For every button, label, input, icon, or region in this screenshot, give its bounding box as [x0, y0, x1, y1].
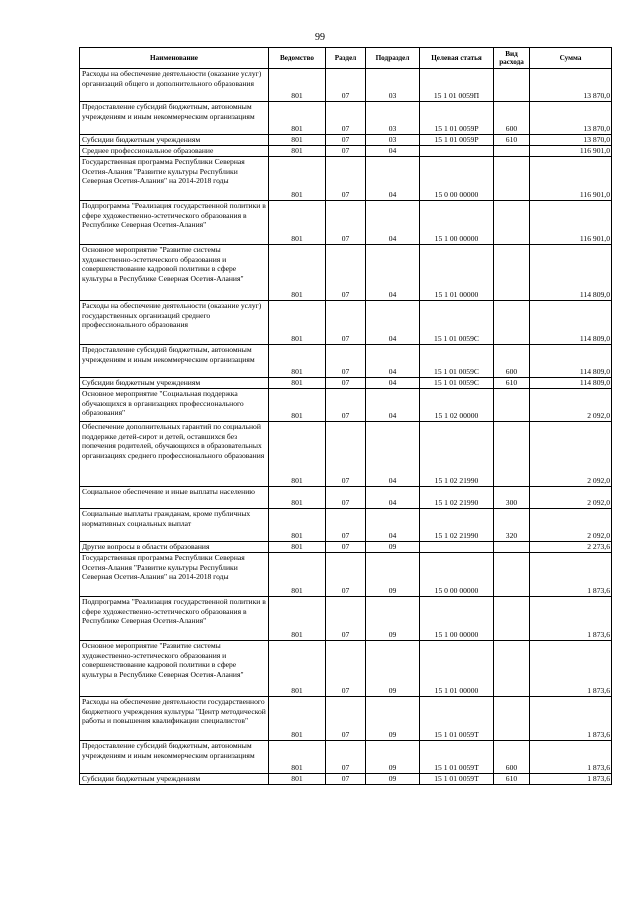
- row-subsection-cell: 09: [366, 641, 420, 697]
- row-section-cell: 07: [326, 509, 366, 542]
- page-number: 99: [315, 32, 325, 43]
- row-name-cell: Расходы на обеспечение деятельности (оказание услуг) организаций общего и дополнительного образования: [80, 69, 269, 102]
- row-section-cell: 07: [326, 157, 366, 201]
- row-target-article-cell: 15 1 01 0059Р: [420, 102, 494, 135]
- row-department-cell: 801: [269, 597, 326, 641]
- row-amount-cell: 114 809,0: [530, 245, 612, 301]
- table-row: [80, 345, 612, 378]
- row-subsection-cell: 09: [366, 774, 420, 785]
- row-expense-type-cell: [494, 542, 530, 553]
- row-name-cell: Субсидии бюджетным учреждениям: [80, 135, 269, 146]
- row-section-cell: 07: [326, 102, 366, 135]
- table-row: [80, 102, 612, 135]
- row-target-article-cell: 15 1 01 0059Т: [420, 697, 494, 741]
- row-subsection-cell: 04: [366, 345, 420, 378]
- row-expense-type-cell: 610: [494, 774, 530, 785]
- row-target-article-cell: 15 1 02 00000: [420, 389, 494, 422]
- row-subsection-cell: 03: [366, 69, 420, 102]
- row-amount-cell: 13 870,0: [530, 102, 612, 135]
- header-section: Раздел: [326, 48, 366, 69]
- row-expense-type-cell: [494, 245, 530, 301]
- row-target-article-cell: 15 1 01 0059Т: [420, 741, 494, 774]
- row-section-cell: 07: [326, 389, 366, 422]
- row-subsection-cell: 03: [366, 135, 420, 146]
- row-target-article-cell: 15 1 02 21990: [420, 487, 494, 509]
- row-subsection-cell: 04: [366, 487, 420, 509]
- row-name-cell: Расходы на обеспечение деятельности (оказание услуг) государственных организаций среднего профессионального образования: [80, 301, 269, 345]
- row-section-cell: 07: [326, 774, 366, 785]
- row-amount-cell: 2 092,0: [530, 389, 612, 422]
- row-amount-cell: 1 873,6: [530, 697, 612, 741]
- row-expense-type-cell: [494, 201, 530, 245]
- row-subsection-cell: 04: [366, 157, 420, 201]
- row-section-cell: 07: [326, 301, 366, 345]
- row-name-cell: Основное мероприятие "Развитие системы художественно-эстетического образования и совершенствование кадровой политики в сфере культуры в Республике Северная Осетия-Алания": [80, 641, 269, 697]
- row-expense-type-cell: [494, 389, 530, 422]
- row-section-cell: 07: [326, 697, 366, 741]
- row-target-article-cell: 15 0 00 00000: [420, 157, 494, 201]
- row-target-article-cell: 15 1 02 21990: [420, 422, 494, 487]
- table-row: [80, 146, 612, 157]
- table-row: [80, 741, 612, 774]
- table-row: [80, 201, 612, 245]
- header-subsection: Подраздел: [366, 48, 420, 69]
- row-subsection-cell: 04: [366, 509, 420, 542]
- row-name-cell: Предоставление субсидий бюджетным, автономным учреждениям и иным некоммерческим организациям: [80, 741, 269, 774]
- row-department-cell: 801: [269, 542, 326, 553]
- table-row: [80, 641, 612, 697]
- row-target-article-cell: 15 0 00 00000: [420, 553, 494, 597]
- row-amount-cell: 116 901,0: [530, 201, 612, 245]
- row-target-article-cell: [420, 146, 494, 157]
- row-department-cell: 801: [269, 641, 326, 697]
- row-expense-type-cell: [494, 422, 530, 487]
- row-name-cell: Другие вопросы в области образования: [80, 542, 269, 553]
- row-department-cell: 801: [269, 509, 326, 542]
- row-amount-cell: 1 873,6: [530, 774, 612, 785]
- row-name-cell: Основное мероприятие "Социальная поддержка обучающихся в организациях профессионального образования": [80, 389, 269, 422]
- row-expense-type-cell: 600: [494, 741, 530, 774]
- header-department: Ведомство: [269, 48, 326, 69]
- row-department-cell: 801: [269, 741, 326, 774]
- row-section-cell: 07: [326, 641, 366, 697]
- row-expense-type-cell: [494, 597, 530, 641]
- table-row: [80, 487, 612, 509]
- row-department-cell: 801: [269, 774, 326, 785]
- row-name-cell: Расходы на обеспечение деятельности государственного бюджетного учреждения культуры "Центр методической работы и повышения квалификации специалистов": [80, 697, 269, 741]
- row-expense-type-cell: [494, 301, 530, 345]
- row-amount-cell: 114 809,0: [530, 301, 612, 345]
- table-row: [80, 245, 612, 301]
- row-department-cell: 801: [269, 487, 326, 509]
- row-name-cell: Подпрограмма "Реализация государственной политики в сфере художественно-эстетического образования в Республике Северная Осетия-Алания": [80, 597, 269, 641]
- row-department-cell: 801: [269, 378, 326, 389]
- table-row: [80, 301, 612, 345]
- row-name-cell: Социальное обеспечение и иные выплаты населению: [80, 487, 269, 509]
- row-name-cell: Обеспечение дополнительных гарантий по социальной поддержке детей-сирот и детей, оставшихся без попечения родителей, обучающихся в образовательных организациях среднего профессионального образования: [80, 422, 269, 487]
- row-amount-cell: 2 092,0: [530, 509, 612, 542]
- row-expense-type-cell: [494, 697, 530, 741]
- row-section-cell: 07: [326, 201, 366, 245]
- row-target-article-cell: 15 1 01 00000: [420, 641, 494, 697]
- table-row: [80, 697, 612, 741]
- row-department-cell: 801: [269, 146, 326, 157]
- row-target-article-cell: 15 1 01 0059Р: [420, 135, 494, 146]
- table-row: [80, 553, 612, 597]
- row-department-cell: 801: [269, 345, 326, 378]
- budget-table: [79, 47, 612, 785]
- row-department-cell: 801: [269, 301, 326, 345]
- row-department-cell: 801: [269, 697, 326, 741]
- row-name-cell: Социальные выплаты гражданам, кроме публичных нормативных социальных выплат: [80, 509, 269, 542]
- row-department-cell: 801: [269, 245, 326, 301]
- row-subsection-cell: 04: [366, 378, 420, 389]
- row-subsection-cell: 09: [366, 542, 420, 553]
- row-section-cell: 07: [326, 245, 366, 301]
- row-target-article-cell: 15 1 02 21990: [420, 509, 494, 542]
- row-expense-type-cell: 600: [494, 102, 530, 135]
- table-row: [80, 597, 612, 641]
- row-name-cell: Основное мероприятие "Развитие системы художественно-эстетического образования и совершенствование кадровой политики в сфере культуры в Республике Северная Осетия-Алания": [80, 245, 269, 301]
- row-department-cell: 801: [269, 553, 326, 597]
- row-amount-cell: 1 873,6: [530, 641, 612, 697]
- row-department-cell: 801: [269, 157, 326, 201]
- row-amount-cell: 114 809,0: [530, 345, 612, 378]
- table-row: [80, 422, 612, 487]
- table-row: [80, 378, 612, 389]
- row-section-cell: 07: [326, 741, 366, 774]
- row-name-cell: Предоставление субсидий бюджетным, автономным учреждениям и иным некоммерческим организациям: [80, 345, 269, 378]
- row-section-cell: 07: [326, 345, 366, 378]
- row-target-article-cell: 15 1 01 0059П: [420, 69, 494, 102]
- row-name-cell: Предоставление субсидий бюджетным, автономным учреждениям и иным некоммерческим организациям: [80, 102, 269, 135]
- row-department-cell: 801: [269, 389, 326, 422]
- row-target-article-cell: 15 1 01 0059С: [420, 345, 494, 378]
- header-expense-type: Вид расхода: [494, 48, 530, 69]
- row-amount-cell: 1 873,6: [530, 553, 612, 597]
- row-amount-cell: 116 901,0: [530, 146, 612, 157]
- row-expense-type-cell: [494, 553, 530, 597]
- row-subsection-cell: 09: [366, 741, 420, 774]
- row-amount-cell: 13 870,0: [530, 69, 612, 102]
- row-section-cell: 07: [326, 378, 366, 389]
- row-target-article-cell: 15 1 01 0059С: [420, 378, 494, 389]
- row-target-article-cell: 15 1 01 00000: [420, 245, 494, 301]
- table-header: [80, 48, 612, 69]
- header-target-article: Целевая статья: [420, 48, 494, 69]
- row-section-cell: 07: [326, 422, 366, 487]
- row-name-cell: Субсидии бюджетным учреждениям: [80, 774, 269, 785]
- row-expense-type-cell: 610: [494, 378, 530, 389]
- row-expense-type-cell: 300: [494, 487, 530, 509]
- row-name-cell: Государственная программа Республики Северная Осетия-Алания "Развитие культуры Республики Северная Осетия-Алания" на 2014-2018 годы: [80, 157, 269, 201]
- row-expense-type-cell: [494, 69, 530, 102]
- row-amount-cell: 13 870,0: [530, 135, 612, 146]
- row-amount-cell: 2 092,0: [530, 487, 612, 509]
- row-amount-cell: 2 092,0: [530, 422, 612, 487]
- row-expense-type-cell: [494, 146, 530, 157]
- row-target-article-cell: 15 1 00 00000: [420, 201, 494, 245]
- row-section-cell: 07: [326, 597, 366, 641]
- row-subsection-cell: 04: [366, 245, 420, 301]
- row-subsection-cell: 04: [366, 389, 420, 422]
- row-target-article-cell: [420, 542, 494, 553]
- table-row: [80, 135, 612, 146]
- row-section-cell: 07: [326, 542, 366, 553]
- row-subsection-cell: 04: [366, 201, 420, 245]
- row-subsection-cell: 09: [366, 597, 420, 641]
- row-expense-type-cell: [494, 157, 530, 201]
- table-body: [80, 69, 612, 785]
- row-section-cell: 07: [326, 69, 366, 102]
- row-department-cell: 801: [269, 102, 326, 135]
- row-target-article-cell: 15 1 01 0059Т: [420, 774, 494, 785]
- row-expense-type-cell: 610: [494, 135, 530, 146]
- header-row: [80, 48, 612, 69]
- row-expense-type-cell: 600: [494, 345, 530, 378]
- row-subsection-cell: 03: [366, 102, 420, 135]
- row-name-cell: Государственная программа Республики Северная Осетия-Алания "Развитие культуры Республики Северная Осетия-Алания" на 2014-2018 годы: [80, 553, 269, 597]
- row-department-cell: 801: [269, 135, 326, 146]
- header-amount: Сумма: [530, 48, 612, 69]
- row-section-cell: 07: [326, 553, 366, 597]
- row-department-cell: 801: [269, 201, 326, 245]
- table-row: [80, 389, 612, 422]
- row-amount-cell: 1 873,6: [530, 597, 612, 641]
- row-subsection-cell: 04: [366, 422, 420, 487]
- row-amount-cell: 116 901,0: [530, 157, 612, 201]
- row-subsection-cell: 04: [366, 301, 420, 345]
- row-department-cell: 801: [269, 69, 326, 102]
- row-name-cell: Среднее профессиональное образование: [80, 146, 269, 157]
- row-amount-cell: 2 273,6: [530, 542, 612, 553]
- table-row: [80, 69, 612, 102]
- row-subsection-cell: 04: [366, 146, 420, 157]
- row-subsection-cell: 09: [366, 697, 420, 741]
- row-section-cell: 07: [326, 135, 366, 146]
- table-row: [80, 157, 612, 201]
- table-row: [80, 509, 612, 542]
- row-target-article-cell: 15 1 00 00000: [420, 597, 494, 641]
- row-amount-cell: 114 809,0: [530, 378, 612, 389]
- row-expense-type-cell: 320: [494, 509, 530, 542]
- row-name-cell: Субсидии бюджетным учреждениям: [80, 378, 269, 389]
- row-section-cell: 07: [326, 487, 366, 509]
- row-expense-type-cell: [494, 641, 530, 697]
- row-target-article-cell: 15 1 01 0059С: [420, 301, 494, 345]
- table-row: [80, 774, 612, 785]
- row-department-cell: 801: [269, 422, 326, 487]
- header-name: Наименование: [80, 48, 269, 69]
- row-section-cell: 07: [326, 146, 366, 157]
- row-amount-cell: 1 873,6: [530, 741, 612, 774]
- row-subsection-cell: 09: [366, 553, 420, 597]
- table-row: [80, 542, 612, 553]
- row-name-cell: Подпрограмма "Реализация государственной политики в сфере художественно-эстетического образования в Республике Северная Осетия-Алания": [80, 201, 269, 245]
